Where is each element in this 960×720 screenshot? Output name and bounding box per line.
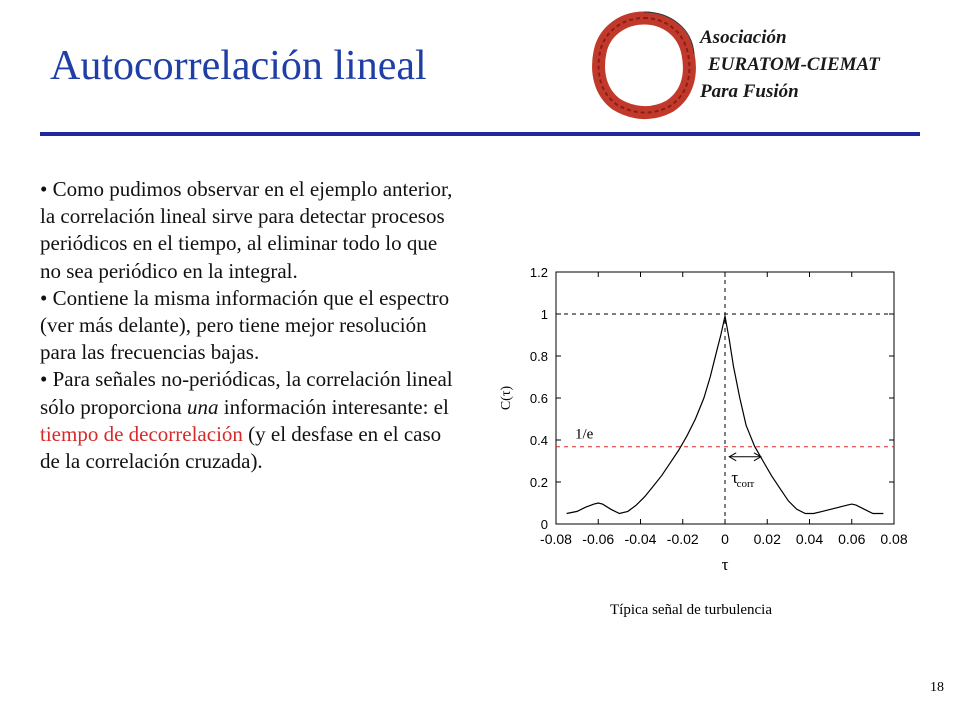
org-line-3: Para Fusión [700,81,799,102]
bullet-1-text: Como pudimos observar en el ejemplo anterior, la correlación lineal sirve para detectar procesos periódicos en el tiempo, al eliminar todo lo que no sea periódico en la integral. [40,177,453,283]
y-tick-label: 1 [540,307,548,322]
x-tick-label: -0.06 [582,531,615,547]
y-tick-label: 1.2 [529,265,548,280]
y-tick-label: 0.4 [529,433,548,448]
bullet-3-text-a: Para señales no-periódicas, la correlación lineal sólo proporciona [40,367,453,419]
y-tick-label: 0.6 [529,391,548,406]
bullet-list [40,176,460,475]
y-axis-label: C(τ) [499,385,514,411]
bullet-3-italic: una [186,394,219,419]
x-tick-label: 0.02 [753,531,781,547]
autocorrelation-chart [490,250,930,590]
slide-title: Autocorrelación lineal [50,43,427,89]
bullet-2-text: Contiene la misma información que el espectro (ver más delante), pero tiene mejor resolución para las frecuencias bajas. [40,285,450,365]
y-tick-label: 0 [540,517,548,532]
x-tick-label: -0.04 [624,531,657,547]
bullet-3: • Para señales no-periódicas, la correlación lineal sólo proporciona una información interesante: el tiempo de decorrelación (y el desfase en el caso de la correlación cruzada). [40,367,453,474]
bullet-3-text-b: información interesante: el [223,394,449,419]
bullet-2: • Contiene la misma información que el espectro (ver más delante), pero tiene mejor resolución para las frecuencias bajas. [40,285,450,365]
x-tick-label: -0.02 [666,531,699,547]
x-tick-label: -0.08 [540,531,572,547]
plot-frame [556,272,894,524]
page-number: 18 [930,680,944,695]
x-tick-label: 0.08 [880,531,908,547]
y-tick-label: 0.8 [529,349,548,364]
org-line-1: Asociación [700,27,787,48]
title-divider [40,132,920,136]
x-tick-label: 0.04 [795,531,824,547]
bullet-3-text-c: (y el desfase en el caso de la correlación cruzada). [40,421,442,474]
y-tick-label: 0.2 [529,475,548,490]
inv-e-label: 1/e [575,426,594,443]
tau-corr-subscript: corr [736,477,755,490]
x-tick-label: 0 [721,531,729,547]
decorrelation-time-highlight: tiempo de decorrelación [40,421,243,446]
org-line-2: EURATOM-CIEMAT [708,54,880,75]
organization-name [700,24,880,105]
association-logo-icon [588,8,700,120]
bullet-1: • Como pudimos observar en el ejemplo anterior, la correlación lineal sirve para detectar procesos periódicos en el tiempo, al eliminar todo lo que no sea periódico en la integral. [40,177,453,283]
chart-caption: Típica señal de turbulencia [610,602,773,618]
x-tick-label: 0.06 [838,531,866,547]
x-axis-label: τ [721,555,729,574]
tau-corr-label: τ [731,467,739,487]
